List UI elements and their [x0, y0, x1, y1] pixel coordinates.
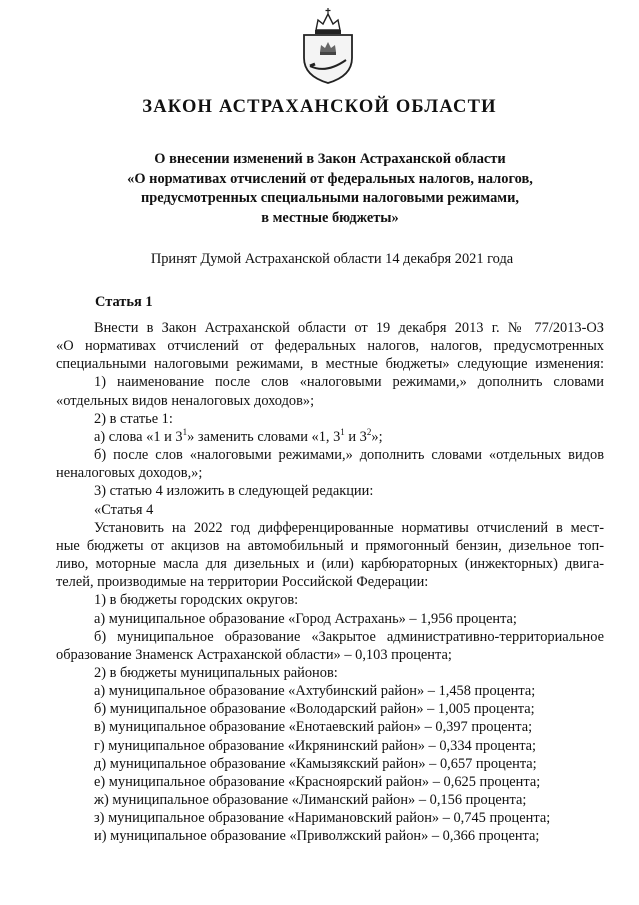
- article-heading: Статья 1: [95, 294, 153, 310]
- paragraph-line: 3) статью 4 изложить в следующей редакции:: [94, 483, 374, 500]
- subtitle-line: в местные бюджеты»: [261, 209, 399, 226]
- subtitle-line: предусмотренных специальными налоговыми режимами,: [141, 190, 519, 206]
- law-subtitle: [60, 150, 600, 228]
- coat-of-arms-icon: [296, 8, 360, 84]
- paragraph-line: г) муниципальное образование «Икрянинский район» – 0,334 процента;: [94, 737, 537, 754]
- paragraph-line: б) муниципальное образование «Володарский район» – 1,005 процента;: [94, 701, 535, 718]
- paragraph-line: 2) в статье 1:: [94, 410, 173, 427]
- paragraph-line: специальными налоговыми режимами, в местные бюджеты» следующие изменения:: [56, 356, 604, 373]
- paragraph-line: ные бюджеты от акцизов на автомобильный и прямогонный бензин, дизельное топ-: [56, 537, 604, 554]
- paragraph-line: Внести в Закон Астраханской области от 19 декабря 2013 г. № 77/2013-ОЗ: [94, 320, 604, 336]
- paragraph-line: а) муниципальное образование «Ахтубинский район» – 1,458 процента;: [94, 683, 536, 700]
- paragraph-line: д) муниципальное образование «Камызякский район» – 0,657 процента;: [94, 755, 537, 772]
- paragraph-line: б) муниципальное образование «Закрытое административно-территориальное: [94, 628, 604, 645]
- paragraph-line: образование Знаменск Астраханской области» – 0,103 процента;: [56, 646, 452, 663]
- paragraph-line: 1) наименование после слов «налоговыми режимами,» дополнить словами: [94, 374, 604, 391]
- paragraph-line: в) муниципальное образование «Енотаевский район» – 0,397 процента;: [94, 719, 533, 736]
- paragraph-line: Установить на 2022 год дифференцированные нормативы отчислений в мест-: [94, 519, 604, 536]
- paragraph-line: телей, производимые на территории Российской Федерации:: [56, 574, 429, 591]
- paragraph-line: 2) в бюджеты муниципальных районов:: [94, 664, 338, 681]
- paragraph-line: а) муниципальное образование «Город Астрахань» – 1,956 процента;: [94, 610, 517, 627]
- law-title: ЗАКОН АСТРАХАНСКОЙ ОБЛАСТИ: [142, 97, 497, 117]
- article-body: [56, 319, 604, 846]
- adoption-date: Принят Думой Астраханской области 14 декабря 2021 года: [150, 251, 514, 267]
- paragraph-line: а) слова «1 и $3^1$» заменить словами «1, $3^1$ и $3^2$»;: [94, 427, 383, 445]
- paragraph-line: ж) муниципальное образование «Лиманский район» – 0,156 процента;: [94, 792, 527, 809]
- paragraph-line: и) муниципальное образование «Приволжский район» – 0,366 процента;: [94, 828, 540, 845]
- subtitle-line: «О нормативах отчислений от федеральных налогов, налогов,: [127, 170, 533, 187]
- paragraph-line: «отдельных видов неналоговых доходов»;: [56, 392, 315, 409]
- paragraph-line: е) муниципальное образование «Красноярский район» – 0,625 процента;: [94, 773, 541, 790]
- subtitle-line: О внесении изменений в Закон Астраханской области: [154, 151, 506, 167]
- paragraph-line: 1) в бюджеты городских округов:: [94, 592, 299, 609]
- paragraph-line: з) муниципальное образование «Наримановский район» – 0,745 процента;: [94, 810, 551, 827]
- paragraph-line: «Статья 4: [94, 501, 154, 518]
- paragraph-line: ливо, моторные масла для дизельных и (или) карбюраторных (инжекторных) двига-: [56, 556, 604, 573]
- paragraph-line: «О нормативах отчислений от федеральных налогов, налогов, предусмотренных: [56, 338, 604, 355]
- paragraph-line: неналоговых доходов,»;: [56, 465, 203, 482]
- paragraph-line: б) после слов «налоговыми режимами,» дополнить словами «отдельных видов: [94, 447, 604, 464]
